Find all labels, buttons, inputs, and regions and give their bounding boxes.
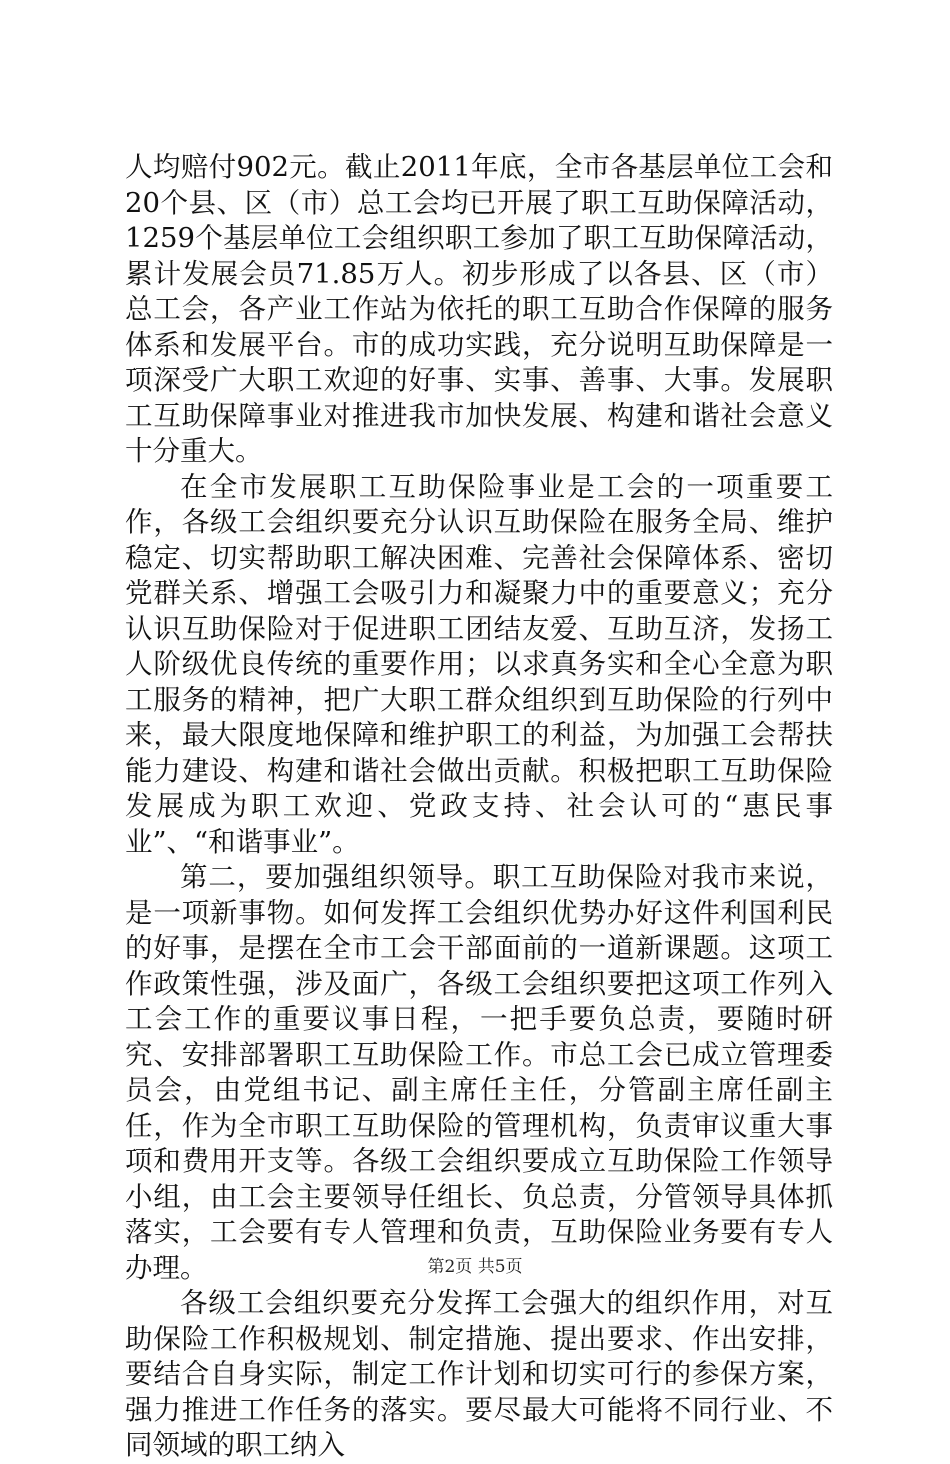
paragraph-3: 第二，要加强组织领导。职工互助保险对我市来说，是一项新事物。如何发挥工会组织优势办好这件利国利民的好事，是摆在全市工会干部面前的一道新课题。这项工作政策性强，涉及面广，各级工会组织要把这项工作列入工会工作的重要议事日程，一把手要负总责，要随时研究、安排部署职工互助保险工作。市总工会已成立管理委员会，由党组书记、副主席任主任，分管副主席任副主任，作为全市职工互助保险的管理机构，负责审议重大事项和费用开支等。各级工会组织要成立互助保险工作领导小组，由工会主要领导任组长、负总责，分管领导具体抓落实，工会要有专人管理和负责，互助保险业务要有专人办理。 [125,861,833,1284]
paragraph-4: 各级工会组织要充分发挥工会强大的组织作用，对互助保险工作积极规划、制定措施、提出要求、作出安排，要结合自身实际，制定工作计划和切实可行的参保方案，强力推进工作任务的落实。要尽最大可能将不同行业、不同领域的职工纳入 [125,1287,833,1461]
paragraph-1: 人均赔付902元。截止2011年底，全市各基层单位工会和20个县、区（市）总工会均已开展了职工互助保障活动，1259个基层单位工会组织职工参加了职工互助保障活动，累计发展会员71.85万人。初步形成了以各县、区（市）总工会，各产业工作站为依托的职工互助合作保障的服务体系和发展平台。市的成功实践，充分说明互助保障是一项深受广大职工欢迎的好事、实事、善事、大事。发展职工互助保障事业对推进我市加快发展、构建和谐社会意义十分重大。 [125,151,833,467]
page-number-footer: 第2页 共5页 [427,1257,523,1277]
paragraph-2: 在全市发展职工互助保险事业是工会的一项重要工作，各级工会组织要充分认识互助保险在服务全局、维护稳定、切实帮助职工解决困难、完善社会保障体系、密切党群关系、增强工会吸引力和凝聚力中的重要意义；充分认识互助保险对于促进职工团结友爱、互助互济，发扬工人阶级优良传统的重要作用；以求真务实和全心全意为职工服务的精神，把广大职工群众组织到互助保险的行列中来，最大限度地保障和维护职工的利益，为加强工会帮扶能力建设、构建和谐社会做出贡献。积极把职工互助保险发展成为职工欢迎、党政支持、社会认可的“惠民事业”、“和谐事业”。 [125,470,833,858]
